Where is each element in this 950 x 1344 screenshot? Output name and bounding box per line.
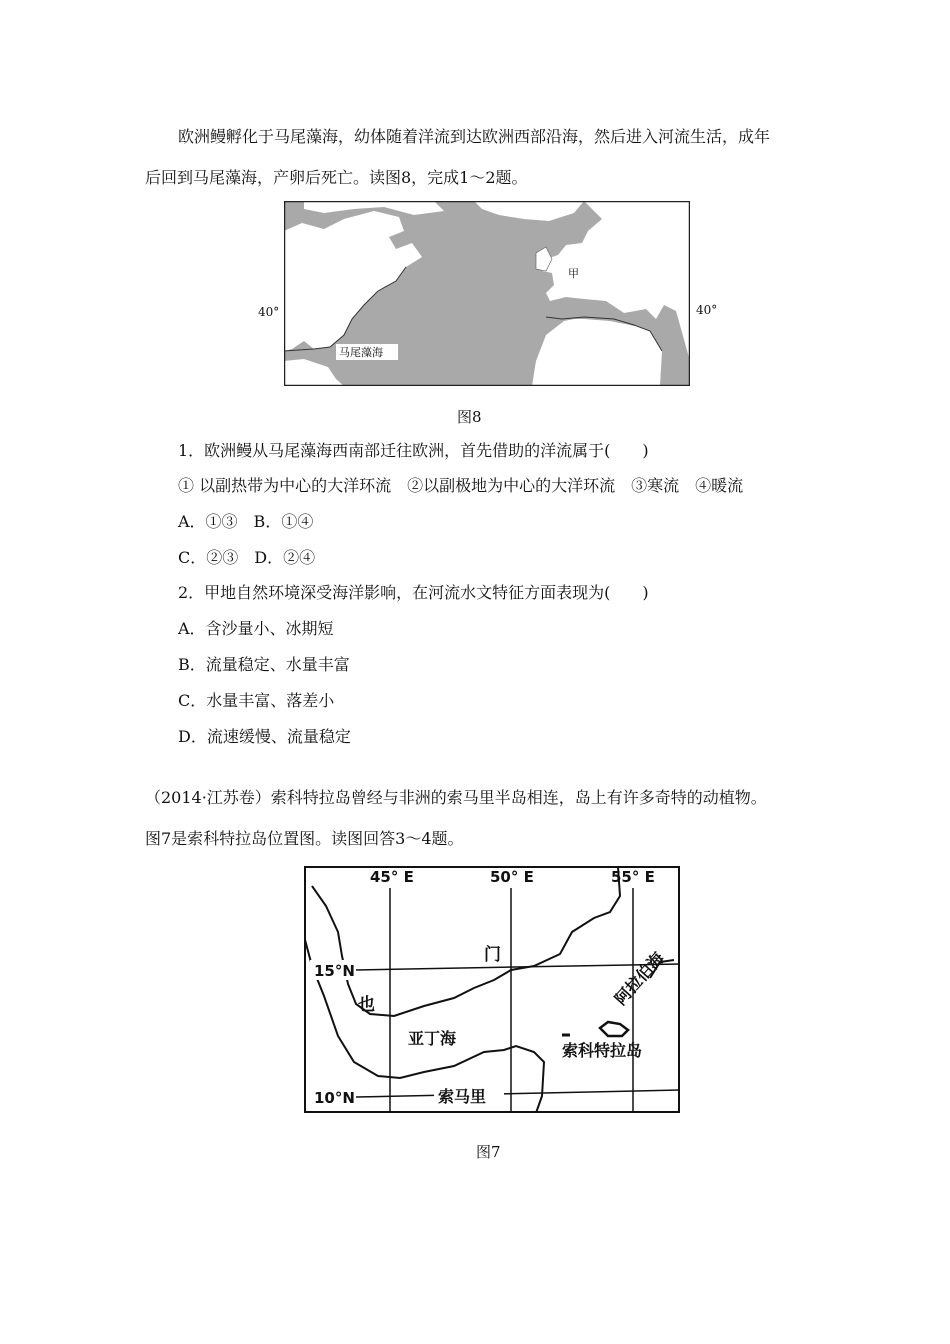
intro-line-2: 后回到马尾藻海，产卵后死亡。读图8，完成1～2题。 [145, 168, 528, 187]
lat-40-left-label: 40° [258, 305, 280, 319]
socotra-map [304, 866, 680, 1113]
label-sargasso-sea: 马尾藻海 [339, 346, 383, 359]
question-2-stem: 2．甲地自然环境深受海洋影响，在河流水文特征方面表现为( ) [178, 583, 649, 602]
label-gulf-of-aden: 亚丁海 [408, 1029, 457, 1048]
question-2-option-a: A．含沙量小、冰期短 [178, 619, 334, 638]
lon-50-label: 50° E [490, 868, 534, 886]
intro2-line-2: 图7是索科特拉岛位置图。读图回答3～4题。 [145, 829, 464, 848]
lon-55-label: 55° E [611, 868, 655, 886]
question-2-option-b: B．流量稳定、水量丰富 [178, 655, 350, 674]
intro2-line-1: （2014·江苏卷）索科特拉岛曾经与非洲的索马里半岛相连，岛上有许多奇特的动植物。 [145, 788, 767, 807]
question-2-option-c: C．水量丰富、落差小 [178, 691, 335, 710]
question-1-options-cd: C．②③ D．②④ [178, 548, 316, 567]
label-ye: 也 [358, 995, 375, 1015]
label-men: 门 [484, 945, 501, 965]
question-1-options-ab: A．①③ B．①④ [178, 512, 314, 531]
label-somalia: 索马里 [438, 1087, 487, 1106]
label-arabian-sea: 阿拉伯海 [610, 948, 668, 1009]
lon-45-label: 45° E [370, 868, 414, 886]
question-1-stem: 1．欧洲鳗从马尾藻海西南部迁往欧洲，首先借助的洋流属于( ) [178, 441, 649, 460]
lat-40-right-label: 40° [696, 303, 718, 317]
lat-10-label: 10°N [314, 1089, 355, 1107]
question-1-items: ① 以副热带为中心的大洋环流 ②以副极地为中心的大洋环流 ③寒流 ④暖流 [178, 476, 744, 495]
figure-8-caption: 图8 [457, 408, 482, 426]
intro-line-1: 欧洲鳗孵化于马尾藻海，幼体随着洋流到达欧洲西部沿海，然后进入河流生活，成年 [178, 127, 771, 146]
atlantic-map [284, 201, 690, 386]
label-jia: 甲 [568, 267, 579, 280]
lat-15-label: 15°N [314, 962, 355, 980]
question-2-option-d: D．流速缓慢、流量稳定 [178, 727, 351, 746]
figure-7-caption: 图7 [476, 1143, 501, 1161]
label-socotra: 索科特拉岛 [562, 1041, 643, 1060]
